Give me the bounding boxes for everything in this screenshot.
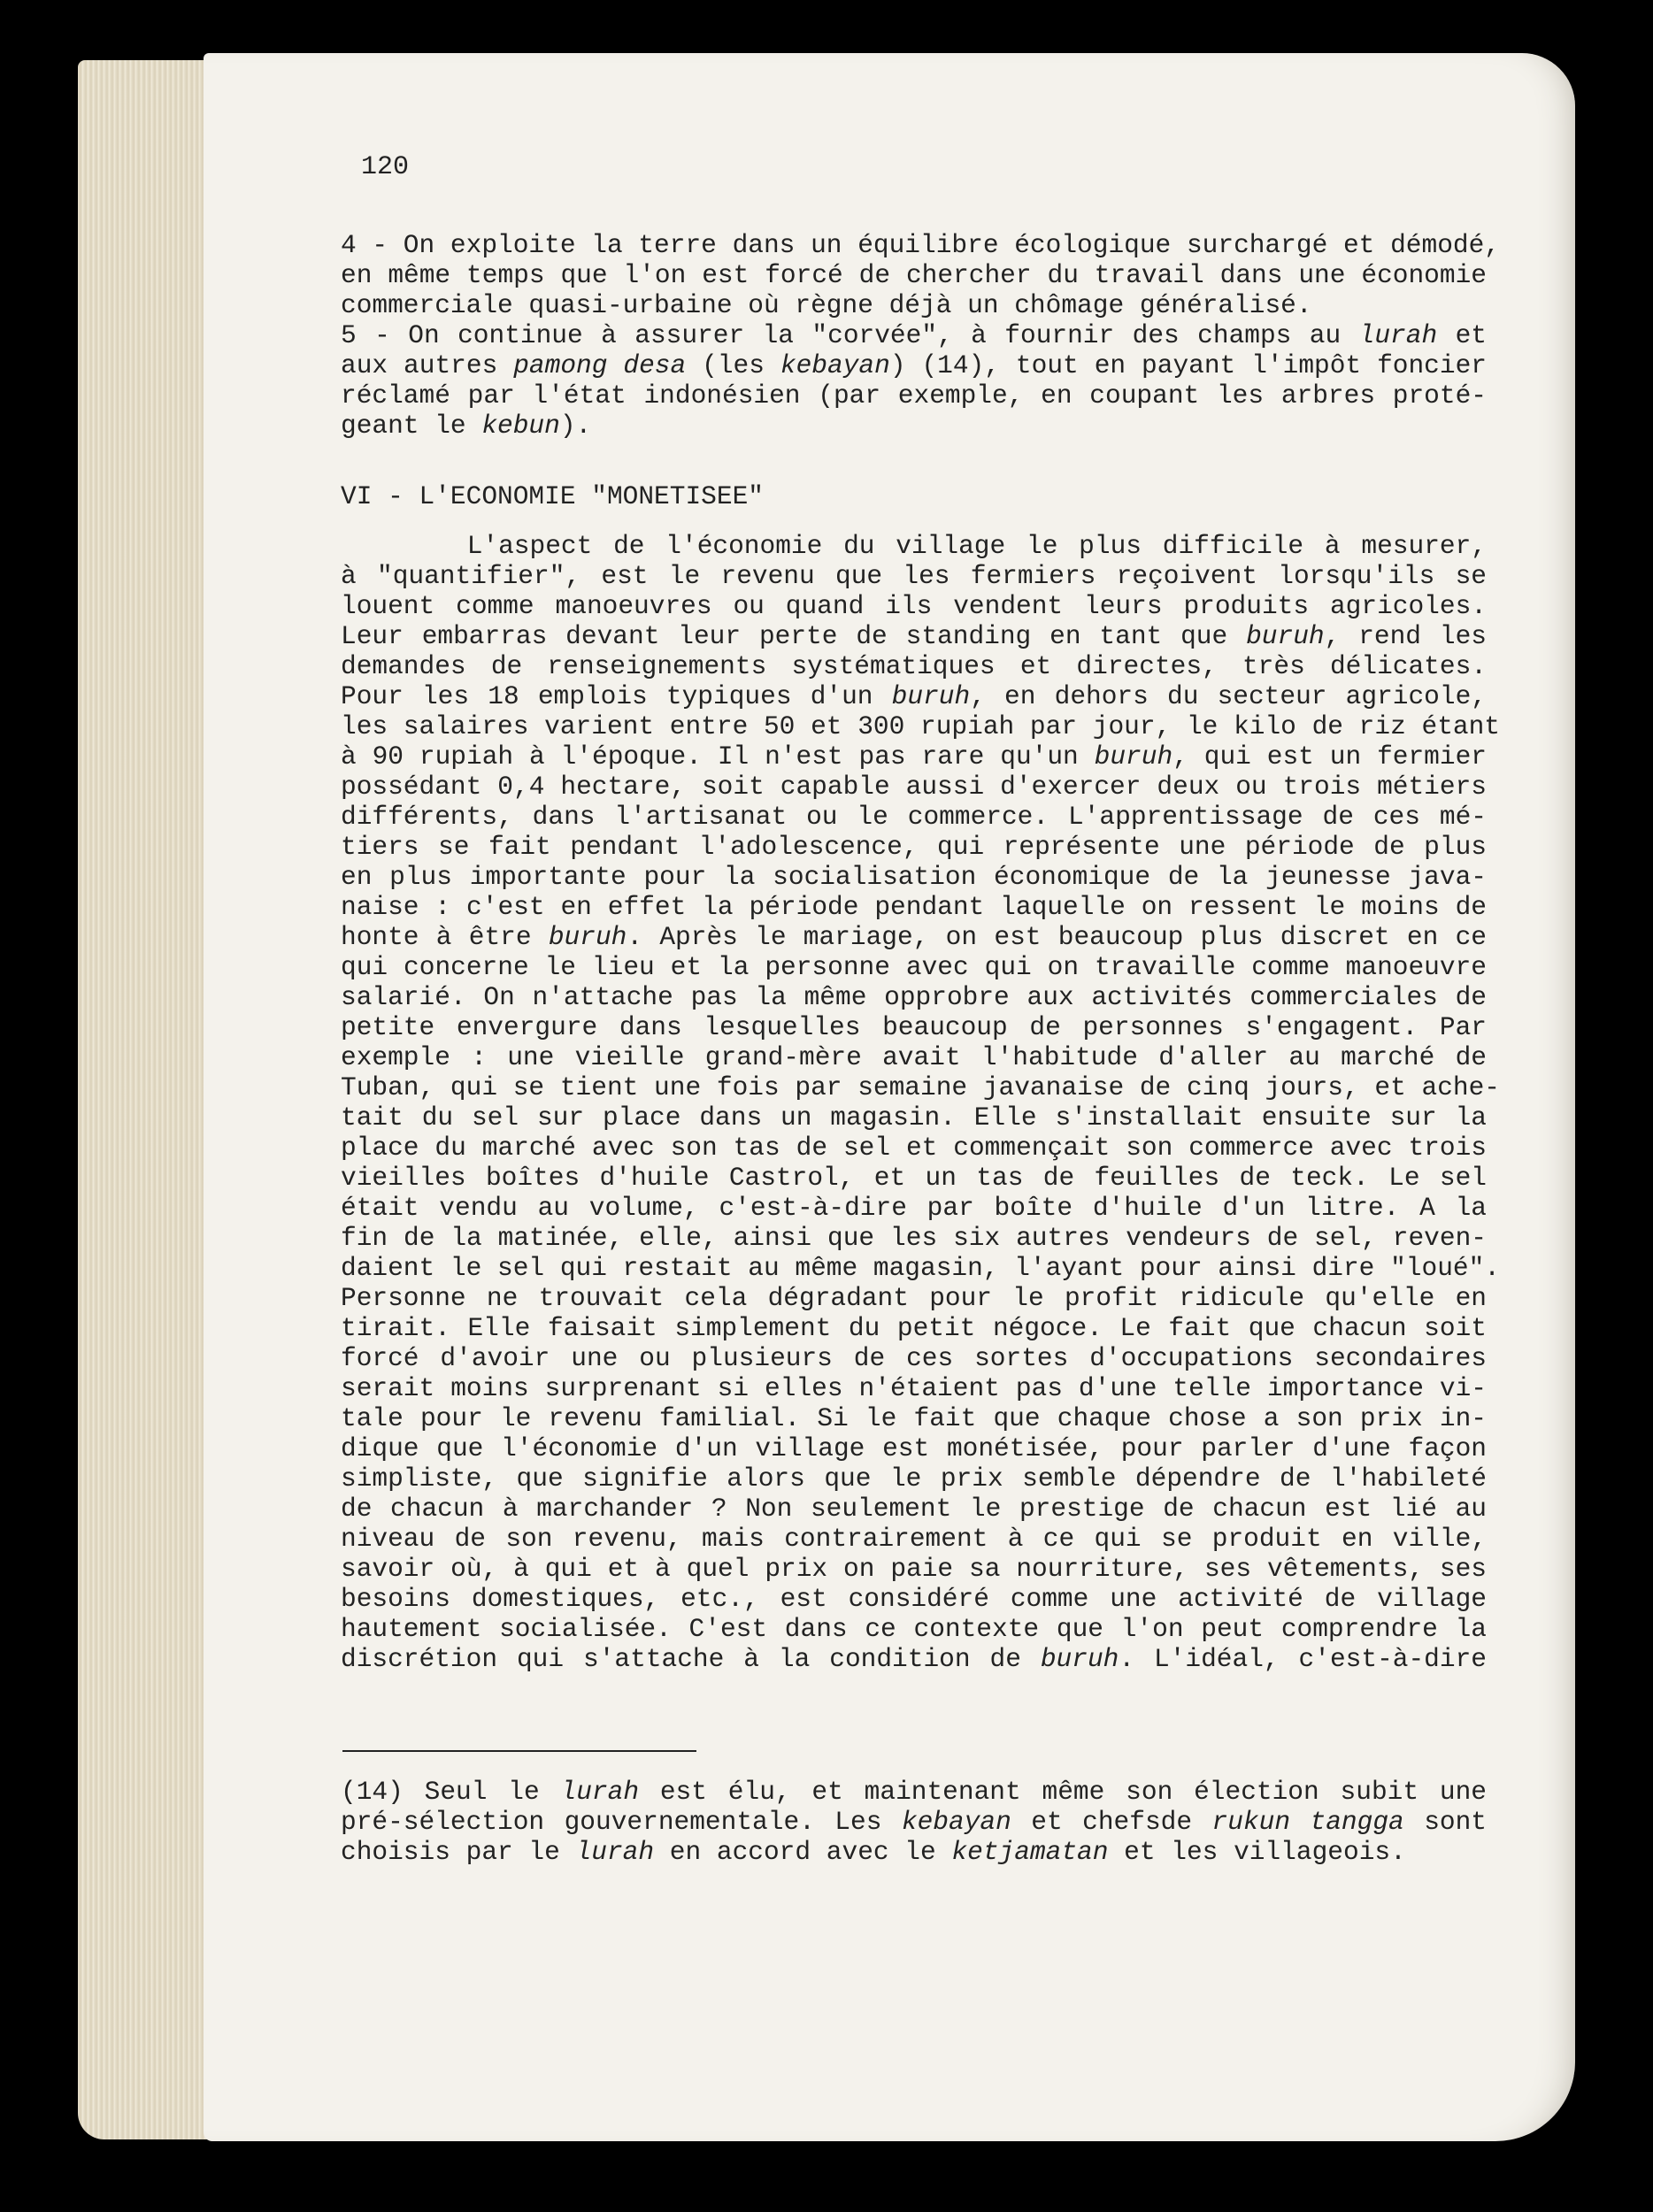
footnote-line: choisis par le lurah en accord avec le ketjamatan et les villageois. [341,1837,1406,1867]
body-line: était vendu au volume, c'est-à-dire par boîte d'huile d'un litre. A la [341,1193,1487,1223]
intro-line: geant le kebun). [341,411,592,441]
body-line: les salaires varient entre 50 et 300 rupiah par jour, le kilo de riz étant [341,711,1501,741]
body-line: salarié. On n'attache pas la même opprobre aux activités commerciales de [341,982,1487,1012]
body-line: exemple : une vieille grand-mère avait l'habitude d'aller au marché de [341,1042,1487,1072]
body-line: tirait. Elle faisait simplement du petit négoce. Le fait que chacun soit [341,1313,1487,1343]
book-page-edges [78,60,219,2139]
page-number: 120 [361,152,410,182]
section-heading: VI - L'ECONOMIE "MONETISEE" [341,481,764,511]
intro-line: aux autres pamong desa (les kebayan) (14), tout en payant l'impôt foncier [341,350,1487,380]
body-line: tait du sel sur place dans un magasin. Elle s'installait ensuite sur la [341,1102,1487,1133]
body-line: Personne ne trouvait cela dégradant pour le profit ridicule qu'elle en [341,1283,1487,1313]
body-line: naise : c'est en effet la période pendant laquelle on ressent le moins de [341,892,1487,922]
body-line: fin de la matinée, elle, ainsi que les six autres vendeurs de sel, reven- [341,1223,1487,1253]
body-line: simpliste, que signifie alors que le prix semble dépendre de l'habileté [341,1463,1487,1494]
intro-paragraphs [341,230,1501,441]
body-line: qui concerne le lieu et la personne avec qui on travaille comme manoeuvre [341,952,1487,982]
body-line: L'aspect de l'économie du village le plus difficile à mesurer, [341,531,1487,561]
intro-line: 4 - On exploite la terre dans un équilibre écologique surchargé et démodé, [341,230,1501,260]
body-line: à 90 rupiah à l'époque. Il n'est pas rare qu'un buruh, qui est un fermier [341,741,1487,772]
body-line: Leur embarras devant leur perte de standing en tant que buruh, rend les [341,621,1487,651]
footnote-divider [342,1750,696,1752]
footnote-line: (14) Seul le lurah est élu, et maintenant même son élection subit une [341,1777,1487,1807]
body-line: possédant 0,4 hectare, soit capable aussi d'exercer deux ou trois métiers [341,772,1487,802]
footnote-line: pré-sélection gouvernementale. Les kebayan et chefsde rukun tangga sont [341,1807,1488,1837]
body-line: hautement socialisée. C'est dans ce contexte que l'on peut comprendre la [341,1614,1487,1644]
footnote [341,1777,1487,1867]
book-page [204,53,1575,2141]
body-line: honte à être buruh. Après le mariage, on est beaucoup plus discret en ce [341,922,1487,952]
body-line: dique que l'économie d'un village est monétisée, pour parler d'une façon [341,1433,1487,1463]
body-line: besoins domestiques, etc., est considéré comme une activité de village [341,1584,1487,1614]
intro-line: en même temps que l'on est forcé de chercher du travail dans une économie [341,260,1487,290]
body-line: tiers se fait pendant l'adolescence, qui représente une période de plus [341,832,1487,862]
body-line: différents, dans l'artisanat ou le commerce. L'apprentissage de ces mé- [341,802,1487,832]
body-text [341,531,1501,1674]
intro-line: commerciale quasi-urbaine où règne déjà un chômage généralisé. [341,290,1312,320]
body-line: petite envergure dans lesquelles beaucoup de personnes s'engagent. Par [341,1012,1487,1042]
intro-line: réclamé par l'état indonésien (par exemple, en coupant les arbres proté- [341,380,1487,411]
body-line: en plus importante pour la socialisation économique de la jeunesse java- [341,862,1487,892]
body-line: forcé d'avoir une ou plusieurs de ces sortes d'occupations secondaires [341,1343,1487,1373]
body-line: à "quantifier", est le revenu que les fermiers reçoivent lorsqu'ils se [341,561,1487,591]
body-line: Tuban, qui se tient une fois par semaine javanaise de cinq jours, et ache- [341,1072,1501,1102]
intro-line: 5 - On continue à assurer la "corvée", à fournir des champs au lurah et [341,320,1487,350]
body-line: discrétion qui s'attache à la condition de buruh. L'idéal, c'est-à-dire [341,1644,1487,1674]
body-line: vieilles boîtes d'huile Castrol, et un tas de feuilles de teck. Le sel [341,1163,1487,1193]
section-heading-block [341,481,1487,511]
body-line: tale pour le revenu familial. Si le fait que chaque chose a son prix in- [341,1403,1487,1433]
body-line: serait moins surprenant si elles n'étaient pas d'une telle importance vi- [341,1373,1487,1403]
body-line: louent comme manoeuvres ou quand ils vendent leurs produits agricoles. [341,591,1487,621]
body-line: daient le sel qui restait au même magasin, l'ayant pour ainsi dire "loué". [341,1253,1501,1283]
body-line: demandes de renseignements systématiques et directes, très délicates. [341,651,1487,681]
body-line: niveau de son revenu, mais contrairement à ce qui se produit en ville, [341,1524,1487,1554]
body-line: Pour les 18 emplois typiques d'un buruh, en dehors du secteur agricole, [341,681,1487,711]
body-line: place du marché avec son tas de sel et commençait son commerce avec trois [341,1133,1487,1163]
body-line: de chacun à marchander ? Non seulement le prestige de chacun est lié au [341,1494,1487,1524]
body-line: savoir où, à qui et à quel prix on paie sa nourriture, ses vêtements, ses [341,1554,1487,1584]
